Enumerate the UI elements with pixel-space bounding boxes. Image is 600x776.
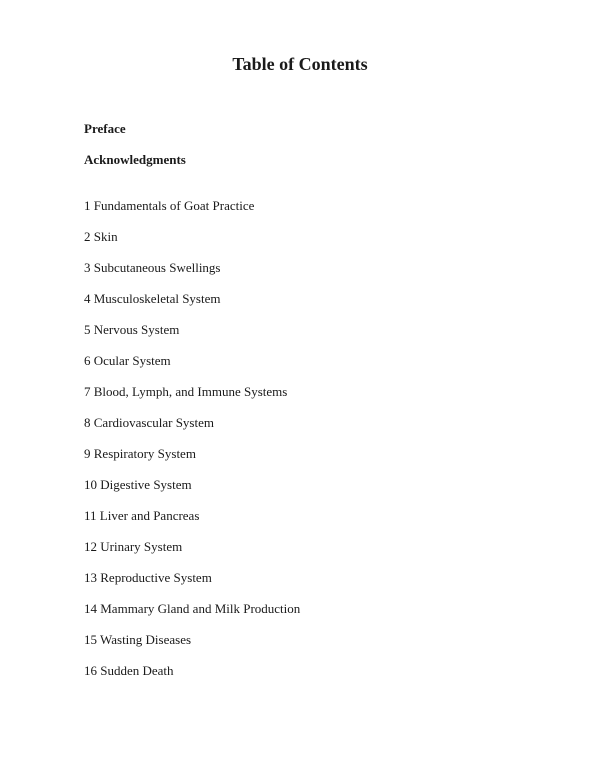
chapter-entry: 5 Nervous System bbox=[84, 322, 180, 337]
chapter-entry: 3 Subcutaneous Swellings bbox=[84, 260, 221, 275]
chapter-entry: 10 Digestive System bbox=[84, 477, 192, 492]
chapter-entry: 12 Urinary System bbox=[84, 539, 183, 554]
chapter-entry: 15 Wasting Diseases bbox=[84, 632, 192, 647]
front-matter-acknowledgments: Acknowledgments bbox=[84, 152, 186, 167]
front-matter-list bbox=[84, 120, 186, 182]
chapter-entry: 11 Liver and Pancreas bbox=[84, 508, 200, 523]
chapter-entry: 16 Sudden Death bbox=[84, 663, 174, 678]
chapter-entry: 2 Skin bbox=[84, 229, 118, 244]
chapter-entry: 1 Fundamentals of Goat Practice bbox=[84, 198, 255, 213]
chapter-entry: 14 Mammary Gland and Milk Production bbox=[84, 601, 301, 616]
front-matter-preface: Preface bbox=[84, 121, 126, 136]
chapter-entry: 4 Musculoskeletal System bbox=[84, 291, 221, 306]
chapter-entry: 9 Respiratory System bbox=[84, 446, 196, 461]
chapter-entry: 6 Ocular System bbox=[84, 353, 171, 368]
chapter-entry: 13 Reproductive System bbox=[84, 570, 212, 585]
page-title: Table of Contents bbox=[232, 54, 368, 74]
chapter-list bbox=[84, 197, 300, 693]
chapter-entry: 8 Cardiovascular System bbox=[84, 415, 214, 430]
chapter-entry: 7 Blood, Lymph, and Immune Systems bbox=[84, 384, 288, 399]
